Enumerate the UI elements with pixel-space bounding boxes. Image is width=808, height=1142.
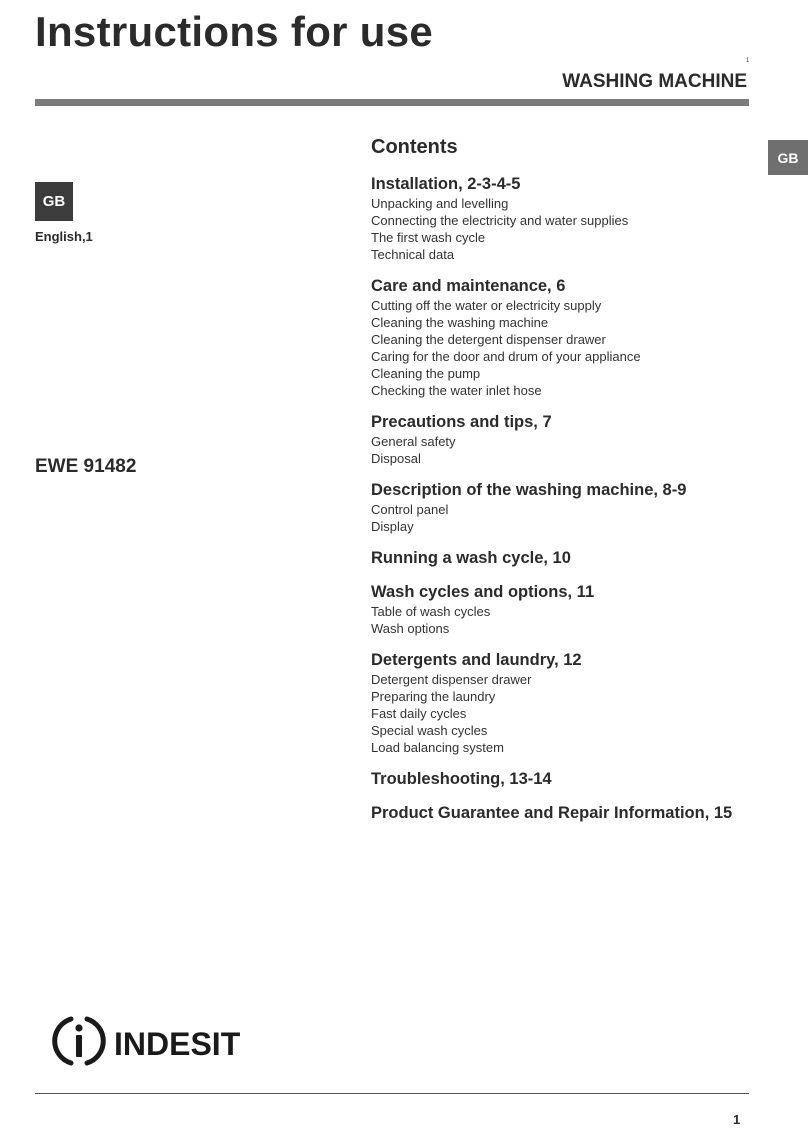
toc-item: Preparing the laundry [371,689,496,704]
toc-item: Cutting off the water or electricity supply [371,298,602,313]
toc-item: Cleaning the washing machine [371,315,549,330]
indesit-logo [52,1013,257,1076]
brand-wordmark: INDESIT [114,1026,241,1062]
toc-item: Display [371,519,414,534]
toc-item: Wash options [371,621,450,636]
toc-section-title: Running a wash cycle, 10 [371,549,571,567]
toc-section [371,173,761,263]
toc-section [371,581,761,637]
toc-item: Caring for the door and drum of your appliance [371,349,641,364]
toc-section-title: Care and maintenance, 6 [371,277,566,295]
language-badge: GB [35,182,73,221]
toc-section [371,768,761,790]
toc-item: General safety [371,434,456,449]
toc-item: Detergent dispenser drawer [371,672,532,687]
toc-item: Control panel [371,502,449,517]
footer-rule [35,1093,749,1094]
model-number: EWE 91482 [35,456,137,477]
toc-section [371,275,761,399]
toc-section-title: Detergents and laundry, 12 [371,651,582,669]
toc-item: Load balancing system [371,740,504,755]
toc-section-title: Product Guarantee and Repair Information, 15 [371,804,733,822]
toc-item: Checking the water inlet hose [371,383,542,398]
toc-item: The first wash cycle [371,230,486,245]
page-number: 1 [733,1112,741,1127]
document-title: Instructions for use [35,8,434,55]
toc-item: Special wash cycles [371,723,488,738]
header-rule [35,99,749,106]
toc-section-title: Wash cycles and options, 11 [371,583,595,601]
toc-item: Cleaning the pump [371,366,481,381]
toc-section [371,479,761,535]
toc-item: Fast daily cycles [371,706,467,721]
toc-item: Disposal [371,451,421,466]
toc-section [371,802,761,824]
indesit-logo-graphic [52,1013,257,1071]
toc-item: Connecting the electricity and water supplies [371,213,629,228]
language-side-tab: GB [768,140,808,175]
toc-item: Cleaning the detergent dispenser drawer [371,332,606,347]
toc-item: Table of wash cycles [371,604,491,619]
language-page-label: English,1 [35,229,93,244]
toc-section [371,547,761,569]
product-type-label: WASHING MACHINE [562,71,747,92]
toc-item: Unpacking and levelling [371,196,509,211]
toc-section [371,411,761,467]
header-tick-mark: 1 [746,58,750,64]
toc-section-list [371,173,761,824]
toc-section [371,649,761,756]
toc-section-title: Precautions and tips, 7 [371,413,552,431]
toc-item: Technical data [371,247,455,262]
contents-heading: Contents [371,136,458,158]
toc-section-title: Troubleshooting, 13-14 [371,770,552,788]
table-of-contents [371,136,761,836]
toc-section-title: Description of the washing machine, 8-9 [371,481,687,499]
toc-section-title: Installation, 2-3-4-5 [371,175,521,193]
